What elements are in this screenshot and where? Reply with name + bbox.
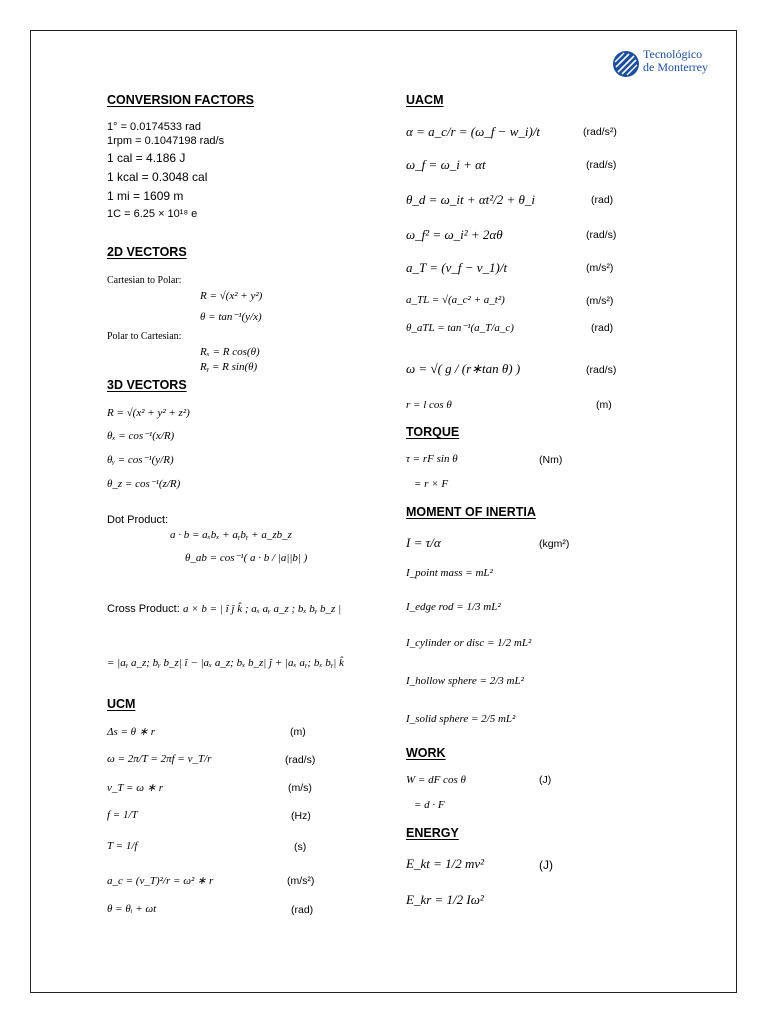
moment-heading: MOMENT OF INERTIA bbox=[406, 505, 536, 519]
cross-product-label: Cross Product: bbox=[107, 603, 180, 615]
formula: θᵧ = cos⁻¹(y/R) bbox=[107, 454, 174, 466]
formula: T = 1/f bbox=[107, 840, 138, 852]
formula: I_cylinder or disc = 1/2 mL² bbox=[406, 637, 532, 649]
conversion-line: 1rpm = 0.1047198 rad/s bbox=[107, 135, 225, 147]
unit: (rad/s²) bbox=[583, 126, 617, 138]
formula: θ_z = cos⁻¹(z/R) bbox=[107, 478, 181, 490]
conversion-line: 1 cal = 4.186 J bbox=[107, 151, 186, 165]
unit: (m) bbox=[596, 399, 612, 411]
formula: a × b = | î ĵ k̂ ; aₓ aᵧ a_z ; bₓ bᵧ b_z | bbox=[183, 603, 342, 615]
tec-logo-text bbox=[643, 48, 708, 74]
formula: E_kt = 1/2 mv² bbox=[406, 856, 485, 871]
formula: = r × F bbox=[414, 478, 449, 490]
conversion-line: 1C = 6.25 × 10¹⁸ e bbox=[107, 208, 198, 220]
formula: a_T = (v_f − v_1)/t bbox=[406, 260, 508, 275]
unit: (J) bbox=[539, 774, 552, 786]
formula: I_edge rod = 1/3 mL² bbox=[406, 601, 501, 613]
tec-logo-line2: de Monterrey bbox=[643, 60, 708, 74]
unit: (m) bbox=[290, 726, 306, 738]
formula: R = √(x² + y²) bbox=[200, 290, 263, 302]
unit: (Hz) bbox=[291, 810, 311, 822]
tec-logo-icon bbox=[612, 50, 640, 78]
conversion-heading: CONVERSION FACTORS bbox=[107, 93, 255, 107]
formula: I_solid sphere = 2/5 mL² bbox=[406, 713, 516, 725]
formula: = d · F bbox=[414, 799, 445, 811]
polar-to-cartesian-label: Polar to Cartesian: bbox=[107, 331, 182, 342]
ucm-heading: UCM bbox=[107, 697, 136, 711]
formula: α = a_c/r = (ω_f − w_i)/t bbox=[406, 124, 541, 139]
unit: (rad) bbox=[291, 904, 314, 916]
formula: ω = 2π/T = 2πf = v_T/r bbox=[107, 753, 212, 765]
formula: ω_f² = ω_i² + 2αθ bbox=[406, 227, 503, 242]
formula: I = τ/α bbox=[406, 535, 441, 550]
conversion-line: 1 kcal = 0.3048 cal bbox=[107, 170, 208, 184]
unit: (kgm²) bbox=[539, 538, 570, 550]
formula: θₓ = cos⁻¹(x/R) bbox=[107, 430, 175, 442]
cartesian-to-polar-label: Cartesian to Polar: bbox=[107, 275, 182, 286]
uacm-heading: UACM bbox=[406, 93, 444, 107]
formula: v_T = ω ∗ r bbox=[107, 782, 163, 794]
formula: ω_f = ω_i + αt bbox=[406, 157, 486, 172]
unit: (rad/s) bbox=[586, 159, 617, 171]
work-heading: WORK bbox=[406, 746, 446, 760]
formula: Δs = θ ∗ r bbox=[107, 726, 156, 738]
unit: (m/s²) bbox=[586, 295, 614, 307]
unit: (rad/s) bbox=[586, 364, 617, 376]
formula: τ = rF sin θ bbox=[406, 453, 458, 465]
dot-product-label: Dot Product: bbox=[107, 514, 169, 526]
unit: (Nm) bbox=[539, 454, 563, 466]
formula: Rᵧ = R sin(θ) bbox=[200, 361, 258, 373]
unit: (m/s) bbox=[288, 782, 312, 794]
formula: a_c = (v_T)²/r = ω² ∗ r bbox=[107, 875, 214, 887]
unit: (s) bbox=[294, 841, 307, 853]
formula: I_point mass = mL² bbox=[406, 567, 493, 579]
formula: θ = tan⁻¹(y/x) bbox=[200, 311, 262, 323]
energy-heading: ENERGY bbox=[406, 826, 459, 840]
unit: (rad/s) bbox=[285, 754, 316, 766]
vectors2d-heading: 2D VECTORS bbox=[107, 245, 187, 259]
vectors3d-heading: 3D VECTORS bbox=[107, 378, 187, 392]
unit: (J) bbox=[539, 858, 553, 872]
formula: θ_ab = cos⁻¹( a · b / |a||b| ) bbox=[185, 552, 308, 564]
unit: (m/s²) bbox=[287, 875, 315, 887]
formula: θ_d = ω_it + αt²/2 + θ_i bbox=[406, 192, 536, 207]
formula: a · b = aₓbₓ + aᵧbᵧ + a_zb_z bbox=[170, 529, 292, 541]
conversion-line: 1° = 0.0174533 rad bbox=[107, 121, 202, 133]
formula: Rₓ = R cos(θ) bbox=[200, 346, 260, 358]
formula: I_hollow sphere = 2/3 mL² bbox=[406, 675, 524, 687]
torque-heading: TORQUE bbox=[406, 425, 460, 439]
tec-logo bbox=[612, 48, 722, 82]
formula: E_kr = 1/2 Iω² bbox=[406, 892, 484, 907]
formula: a_TL = √(a_c² + a_t²) bbox=[406, 294, 505, 306]
formula: R = √(x² + y² + z²) bbox=[107, 407, 190, 419]
formula: f = 1/T bbox=[107, 809, 138, 821]
formula: θ_aTL = tan⁻¹(a_T/a_c) bbox=[406, 322, 514, 334]
formula: ω = √( g / (r∗tan θ) ) bbox=[406, 361, 521, 376]
formula: θ = θᵢ + ωt bbox=[107, 903, 157, 915]
unit: (rad) bbox=[591, 322, 614, 334]
formula: r = l cos θ bbox=[406, 399, 452, 411]
unit: (m/s²) bbox=[586, 262, 614, 274]
unit: (rad/s) bbox=[586, 229, 617, 241]
unit: (rad) bbox=[591, 194, 614, 206]
conversion-line: 1 mi = 1609 m bbox=[107, 189, 184, 203]
formula: = |aᵧ a_z; bᵧ b_z| î − |aₓ a_z; bₓ b_z| ĵ + |aₓ aᵧ; bₓ bᵧ| k̂ bbox=[107, 657, 344, 669]
formula: W = dF cos θ bbox=[406, 774, 466, 786]
tec-logo-line1: Tecnológico bbox=[643, 47, 703, 61]
